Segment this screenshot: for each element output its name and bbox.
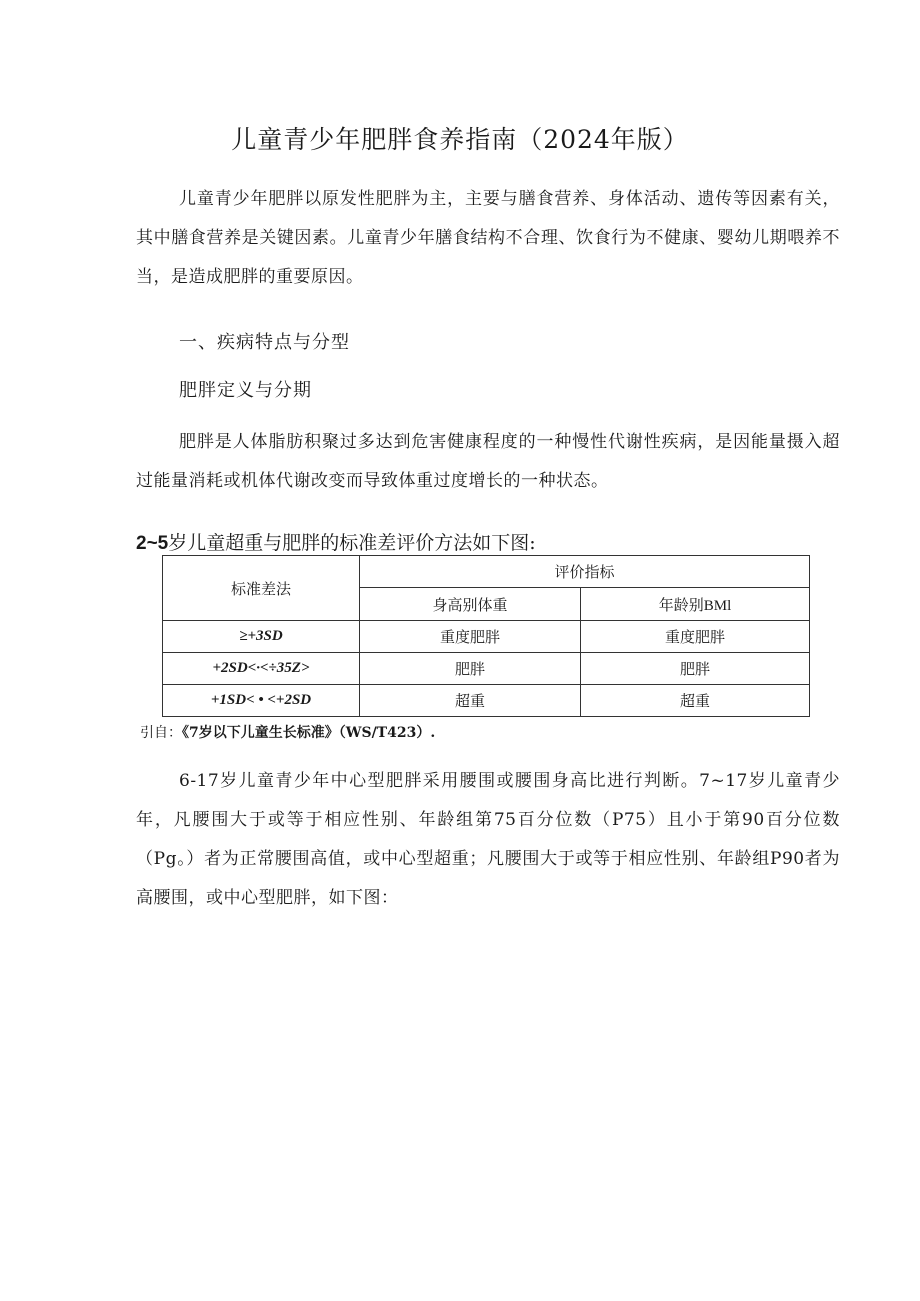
header-bmi-for-age: 年龄别BMl (581, 588, 810, 621)
section-heading-disease-features: 一、疾病特点与分型 (179, 332, 350, 353)
table-caption-age-range: 2~5 (136, 533, 169, 554)
definition-paragraph: 肥胖是人体脂肪积聚过多达到危害健康程度的一种慢性代谢性疾病，是因能量摄入超过能量消耗或机体代谢改变而导致体重过度增长的一种状态。 (136, 432, 840, 491)
header-method: 标准差法 (163, 556, 360, 621)
bmi-for-age-cell: 超重 (581, 685, 810, 717)
bmi-for-age-cell: 重度肥胖 (581, 621, 810, 653)
header-weight-for-height: 身高别体重 (360, 588, 581, 621)
table-row (163, 685, 810, 717)
waist-circumference-paragraph: 6-17岁儿童青少年中心型肥胖采用腰围或腰围身高比进行判断。7~17岁儿童青少年，凡腰围大于或等于相应性别、年龄组第75百分位数（P75）且小于第90百分位数（Pg。）者为正常腰围高值，或中心型超重；凡腰围大于或等于相应性别、年龄组P90者为高腰围，或中心型肥胖，如下图： (136, 771, 840, 908)
document-title: 儿童青少年肥胖食养指南（2024年版） (231, 125, 689, 154)
sd-range-cell: +2SD<·<÷35Z> (163, 653, 360, 685)
table-source-note (140, 722, 435, 742)
table-row (163, 621, 810, 653)
table-caption-text: 岁儿童超重与肥胖的标准差评价方法如下图: (168, 532, 536, 554)
header-evaluation-indicator: 评价指标 (360, 556, 810, 588)
sd-range-cell: ≥+3SD (163, 621, 360, 653)
intro-paragraph: 儿童青少年肥胖以原发性肥胖为主，主要与膳食营养、身体活动、遗传等因素有关，其中膳食营养是关键因素。儿童青少年膳食结构不合理、饮食行为不健康、婴幼儿期喂养不当，是造成肥胖的重要原因。 (136, 189, 840, 287)
weight-for-height-cell: 肥胖 (360, 653, 581, 685)
table-header-row (163, 556, 810, 588)
table-row (163, 653, 810, 685)
bmi-for-age-cell: 肥胖 (581, 653, 810, 685)
source-reference: 《7岁以下儿童生长标准》（WS/T423）. (182, 725, 436, 741)
sd-range-cell: +1SD< • <+2SD (163, 685, 360, 717)
subsection-heading-obesity-definition: 肥胖定义与分期 (179, 380, 312, 401)
weight-for-height-cell: 超重 (360, 685, 581, 717)
sd-evaluation-table (162, 555, 810, 717)
table-caption (136, 528, 536, 555)
weight-for-height-cell: 重度肥胖 (360, 621, 581, 653)
source-prefix: 引自： (140, 725, 182, 741)
